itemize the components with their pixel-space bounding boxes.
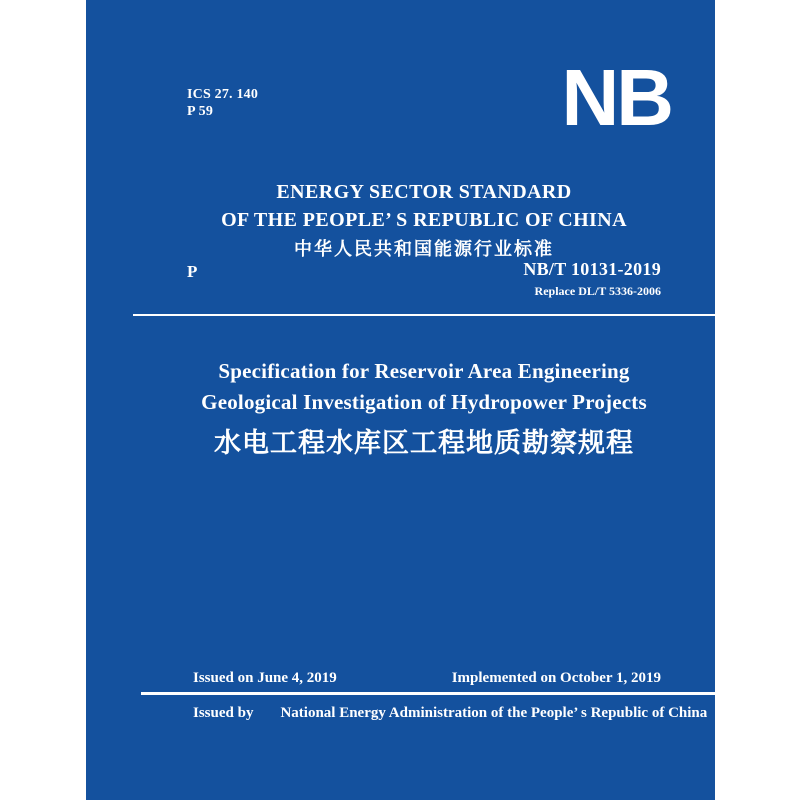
- title-zh: 水电工程水库区工程地质勘察规程: [214, 428, 634, 458]
- issuer-name: National Energy Administration of the People’ s Republic of China: [280, 705, 708, 721]
- top-divider-line: [133, 314, 715, 316]
- implemented-date: Implemented on October 1, 2019: [451, 670, 661, 686]
- standard-number: NB/T 10131-2019: [523, 259, 661, 279]
- standard-cover: [86, 0, 715, 800]
- org-name-zh: 中华人民共和国能源行业标准: [294, 239, 554, 259]
- replaces-note: Replace DL/T 5336-2006: [534, 284, 661, 298]
- nb-logo: NB: [561, 53, 671, 142]
- issued-by-label: Issued by: [193, 705, 254, 721]
- org-name-en-line1: ENERGY SECTOR STANDARD: [276, 181, 572, 203]
- ics-code: ICS 27. 140: [187, 87, 259, 102]
- bottom-divider-line: [141, 692, 715, 695]
- title-en-line2: Geological Investigation of Hydropower Projects: [201, 390, 647, 414]
- dates-row: [133, 668, 715, 688]
- issued-date: Issued on June 4, 2019: [193, 670, 337, 686]
- standard-number-block: [523, 258, 661, 299]
- doc-type-letter: P: [187, 262, 198, 281]
- title-en-line1: Specification for Reservoir Area Engineering: [218, 359, 630, 383]
- issuer-row: [133, 703, 715, 723]
- title-block: [133, 356, 715, 461]
- class-code: P 59: [187, 104, 214, 119]
- ics-block: [187, 86, 258, 120]
- org-heading: [133, 178, 715, 261]
- org-name-en-line2: OF THE PEOPLE’ S REPUBLIC OF CHINA: [221, 209, 627, 231]
